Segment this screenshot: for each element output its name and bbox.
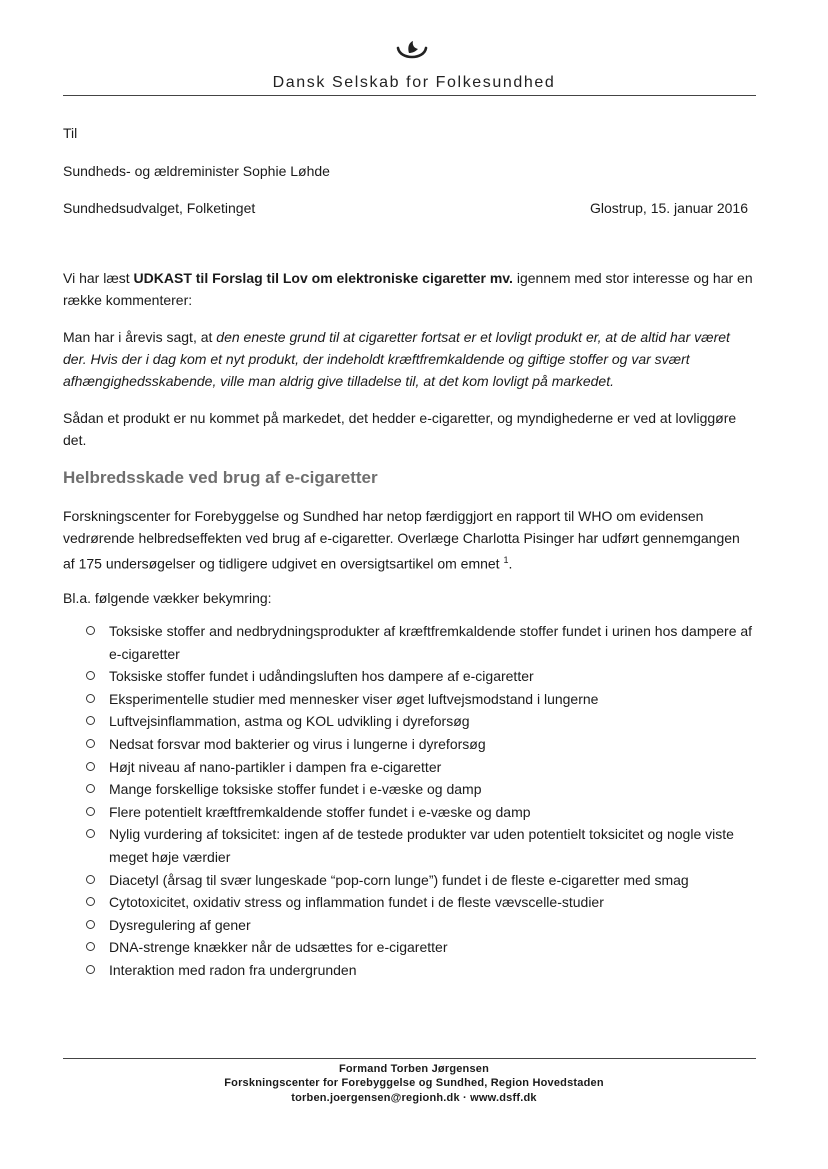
bill-title: UDKAST til Forslag til Lov om elektroniske cigaretter mv. <box>133 270 513 286</box>
salutation: Til <box>63 125 78 141</box>
concern-item <box>86 688 756 711</box>
concern-item <box>86 620 756 665</box>
bullet-circle-icon <box>86 897 95 906</box>
quote-paragraph <box>63 326 753 392</box>
concern-item <box>86 823 756 868</box>
concern-text: Nylig vurdering af toksicitet: ingen af de testede produkter var uden potentielt toksicitet og nogle viste meget høje værdier <box>109 826 734 865</box>
quote-lead: Man har i årevis sagt, at <box>63 329 217 345</box>
concern-item <box>86 665 756 688</box>
concern-text: Cytotoxicitet, oxidativ stress og inflammation fundet i de fleste vævscelle-studier <box>109 894 604 911</box>
research-text: Forskningscenter for Forebyggelse og Sundhed har netop færdiggjort en rapport til WHO om evidensen vedrørende helbredseffekten ved brug af e-cigaretter. Overlæge Charlotta Pisinger har udført gennemgangen af 175 undersøgelser og tidligere udgivet en oversigtsartikel om emnet <box>63 508 740 572</box>
research-paragraph <box>63 505 753 575</box>
concern-text: Nedsat forsvar mod bakterier og virus i lungerne i dyreforsøg <box>109 735 486 752</box>
concern-text: DNA-strenge knækker når de udsættes for e-cigaretter <box>109 939 448 956</box>
concern-text: Luftvejsinflammation, astma og KOL udvikling i dyreforsøg <box>109 713 470 730</box>
concern-item <box>86 733 756 756</box>
bullet-circle-icon <box>86 671 95 680</box>
place-and-date: Glostrup, 15. januar 2016 <box>590 200 748 216</box>
concern-item <box>86 959 756 982</box>
organization-name: Dansk Selskab for Folkesundhed <box>272 74 556 91</box>
bullet-circle-icon <box>86 829 95 838</box>
concern-item <box>86 778 756 801</box>
concern-text: Interaktion med radon fra undergrunden <box>109 961 357 978</box>
concern-item <box>86 914 756 937</box>
product-paragraph: Sådan et produkt er nu kommet på markedet, det hedder e-cigaretter, og myndighederne er ved at lovliggøre det. <box>63 410 737 448</box>
bullet-circle-icon <box>86 716 95 725</box>
footer-name: Formand Torben Jørgensen <box>338 1063 490 1075</box>
footer-divider <box>63 1058 756 1059</box>
concern-item <box>86 710 756 733</box>
concern-item <box>86 869 756 892</box>
concern-item <box>86 756 756 779</box>
bullet-circle-icon <box>86 626 95 635</box>
concern-intro: Bl.a. følgende vækker bekymring: <box>63 590 272 606</box>
bullet-circle-icon <box>86 784 95 793</box>
bullet-circle-icon <box>86 807 95 816</box>
bullet-circle-icon <box>86 694 95 703</box>
header-divider <box>63 95 756 96</box>
concern-text: Dysregulering af gener <box>109 916 251 933</box>
intro-text-end: igennem med stor interesse og har en række kommenterer: <box>63 270 753 308</box>
concern-item <box>86 936 756 959</box>
bullet-circle-icon <box>86 875 95 884</box>
recipient-committee: Sundhedsudvalget, Folketinget <box>63 200 256 216</box>
footnote-marker: 1 <box>503 555 509 565</box>
concern-list <box>86 620 756 982</box>
bullet-circle-icon <box>86 920 95 929</box>
bullet-circle-icon <box>86 942 95 951</box>
footer-contact: torben.joergensen@regionh.dk · www.dsff.dk <box>291 1092 537 1104</box>
concern-item <box>86 891 756 914</box>
quote-text: den eneste grund til at cigaretter fortsat er et lovligt produkt er, at de altid har været der. Hvis der i dag kom et nyt produkt, der indeholdt kræftfremkaldende og giftige stoffer og var svært afhængighedsskabende, ville man aldrig give tilladelse til, at det kom lovligt på markedet. <box>63 329 730 389</box>
intro-text-start: Vi har læst <box>63 270 134 286</box>
concern-text: Toksiske stoffer fundet i udåndingsluften hos dampere af e-cigaretter <box>109 668 534 685</box>
intro-paragraph <box>63 267 753 311</box>
bullet-circle-icon <box>86 739 95 748</box>
concern-item <box>86 801 756 824</box>
section-heading: Helbredsskade ved brug af e-cigaretter <box>63 468 378 487</box>
research-text-end: . <box>508 555 513 572</box>
concern-text: Eksperimentelle studier med mennesker viser øget luftvejsmodstand i lungerne <box>109 690 599 707</box>
footer-affiliation: Forskningscenter for Forebyggelse og Sundhed, Region Hovedstaden <box>224 1077 604 1089</box>
organization-logo-icon <box>395 40 429 66</box>
concern-text: Diacetyl (årsag til svær lungeskade “pop-corn lunge”) fundet i de fleste e-cigaretter med smag <box>109 871 689 888</box>
recipient: Sundheds- og ældreminister Sophie Løhde <box>63 163 330 179</box>
bullet-circle-icon <box>86 965 95 974</box>
concern-text: Toksiske stoffer and nedbrydningsprodukter af kræftfremkaldende stoffer fundet i urinen hos dampere af e-cigaretter <box>109 623 753 662</box>
concern-text: Højt niveau af nano-partikler i dampen fra e-cigaretter <box>109 758 442 775</box>
concern-text: Flere potentielt kræftfremkaldende stoffer fundet i e-væske og damp <box>109 803 531 820</box>
bullet-circle-icon <box>86 762 95 771</box>
concern-text: Mange forskellige toksiske stoffer fundet i e-væske og damp <box>109 781 482 798</box>
